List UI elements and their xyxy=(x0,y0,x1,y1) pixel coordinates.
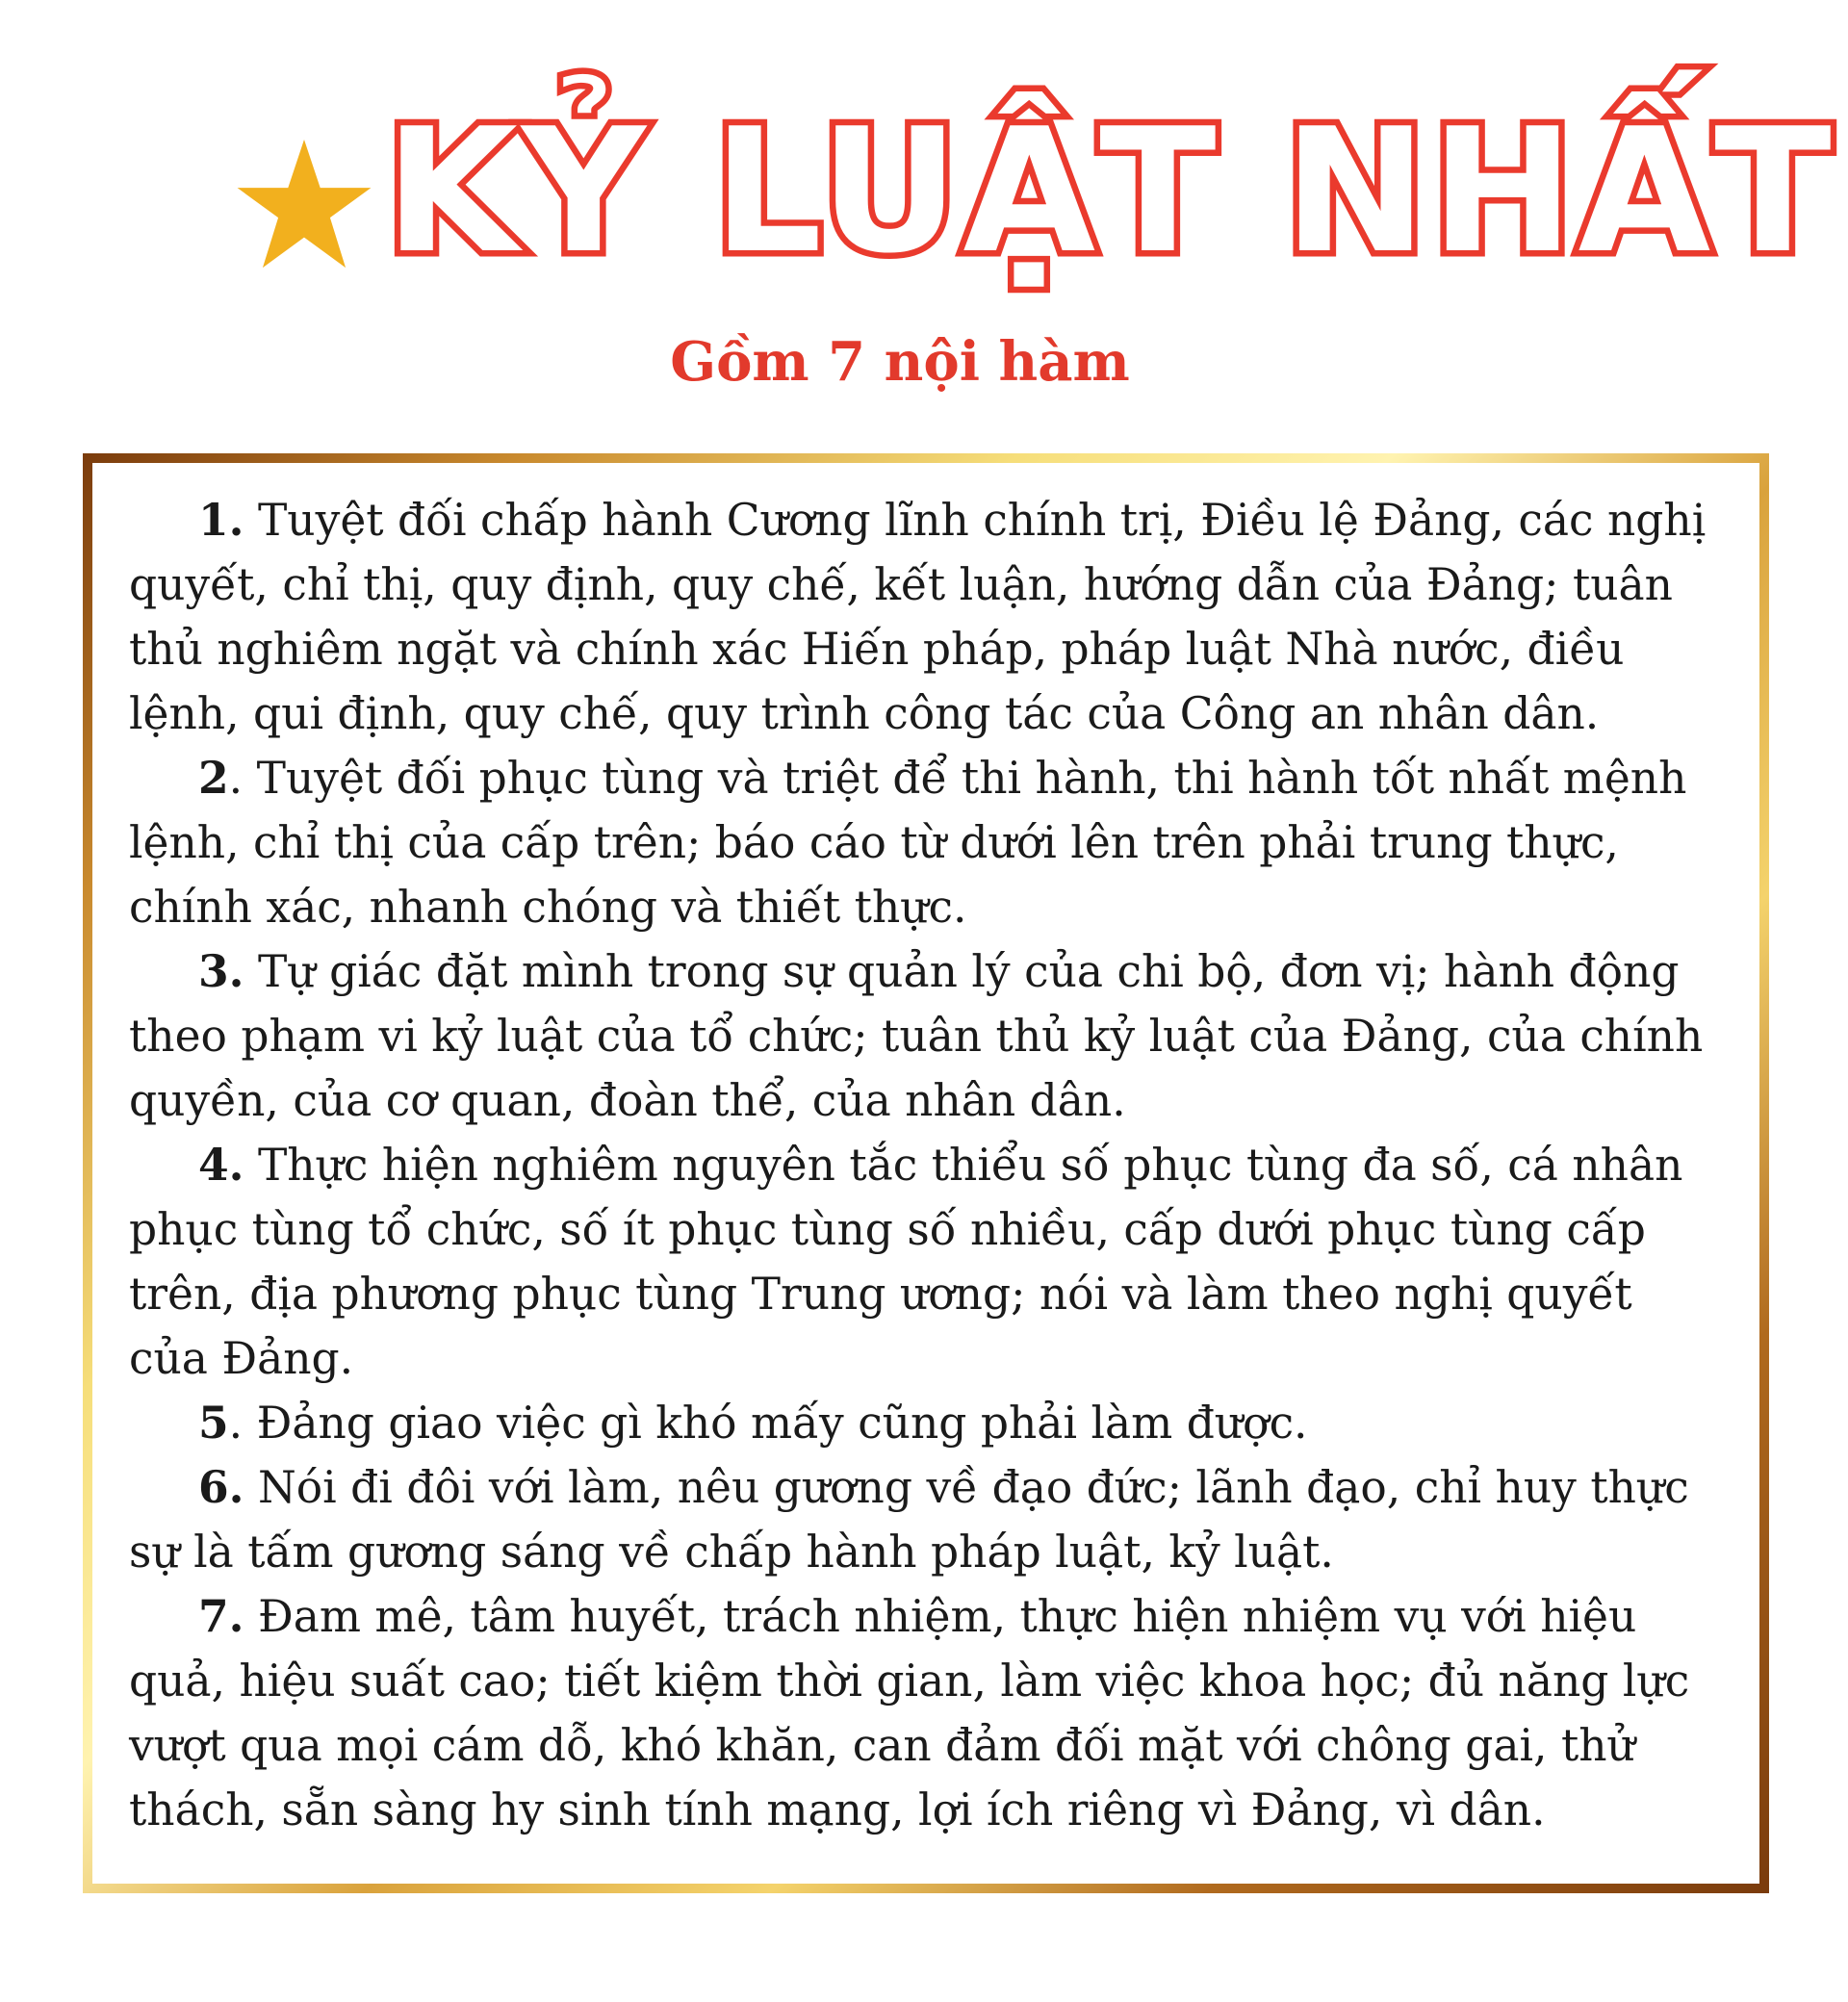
list-item-3 xyxy=(129,939,1721,1133)
item-text: . Đảng giao việc gì khó mấy cũng phải làm được. xyxy=(228,1398,1308,1449)
item-number: 7. xyxy=(198,1590,244,1642)
page-subtitle: Gồm 7 nội hàm xyxy=(670,330,1130,394)
list-item-1 xyxy=(129,488,1721,746)
list-item-4 xyxy=(129,1133,1721,1391)
item-text: Đam mê, tâm huyết, trách nhiệm, thực hiện nhiệm vụ với hiệu quả, hiệu suất cao; tiết kiệm thời gian, làm việc khoa học; đủ năng lực vượt qua mọi cám dỗ, khó khăn, can đảm đối mặt với chông gai, thử thách, sẵn sàng hy sinh tính mạng, lợi ích riêng vì Đảng, vì dân. xyxy=(129,1591,1690,1835)
item-number: 6. xyxy=(198,1461,244,1513)
star-icon xyxy=(236,140,372,270)
list-item-7 xyxy=(129,1584,1721,1842)
header xyxy=(0,0,1848,443)
item-number: 2 xyxy=(198,752,229,804)
item-text: Nói đi đôi với làm, nêu gương về đạo đức; lãnh đạo, chỉ huy thực sự là tấm gương sáng về chấp hành pháp luật, kỷ luật. xyxy=(129,1462,1689,1578)
item-number: 4. xyxy=(198,1139,244,1191)
item-text: Tự giác đặt mình trong sự quản lý của chi bộ, đơn vị; hành động theo phạm vi kỷ luật của tổ chức; tuân thủ kỷ luật của Đảng, của chính quyền, của cơ quan, đoàn thể, của nhân dân. xyxy=(129,946,1704,1126)
content-box xyxy=(92,463,1759,1884)
item-number: 5 xyxy=(198,1397,229,1449)
item-text: Tuyệt đối chấp hành Cương lĩnh chính trị, Điều lệ Đảng, các nghị quyết, chỉ thị, quy định, quy chế, kết luận, hướng dẫn của Đảng; tuân thủ nghiêm ngặt và chính xác Hiến pháp, pháp luật Nhà nước, điều lệnh, qui định, quy chế, quy trình công tác của Công an nhân dân. xyxy=(129,495,1707,739)
item-text: Thực hiện nghiêm nguyên tắc thiểu số phục tùng đa số, cá nhân phục tùng tổ chức, số ít phục tùng số nhiều, cấp dưới phục tùng cấp trên, địa phương phục tùng Trung ương; nói và làm theo nghị quyết của Đảng. xyxy=(129,1140,1683,1384)
page-title: KỶ LUẬT NHẤT xyxy=(385,91,1835,291)
item-text: . Tuyệt đối phục tùng và triệt để thi hành, thi hành tốt nhất mệnh lệnh, chỉ thị của cấp trên; báo cáo từ dưới lên trên phải trung thực, chính xác, nhanh chóng và thiết thực. xyxy=(129,753,1687,933)
gold-frame xyxy=(83,453,1769,1893)
item-number: 3. xyxy=(198,945,244,997)
item-number: 1. xyxy=(198,494,244,546)
list-item-6 xyxy=(129,1455,1721,1584)
list-item-2 xyxy=(129,746,1721,939)
list-item-5 xyxy=(129,1391,1721,1455)
